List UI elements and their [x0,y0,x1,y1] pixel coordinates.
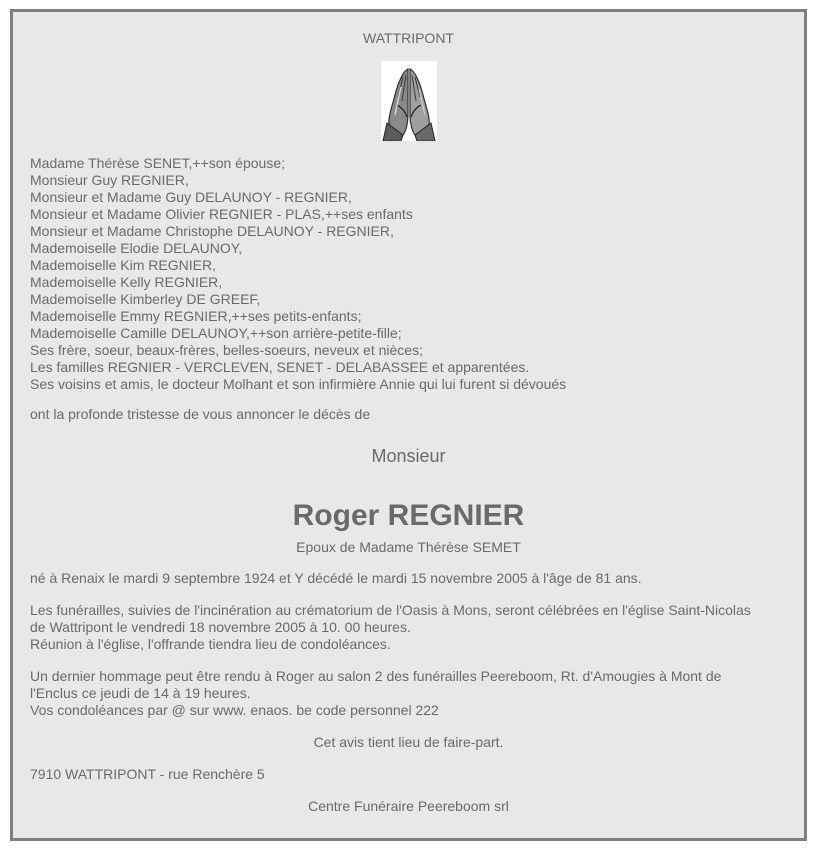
spouse-line: Epoux de Madame Thérèse SEMET [296,539,521,555]
family-line: Mademoiselle Kim REGNIER, [30,257,216,273]
notice-content [30,12,787,815]
birth-death-text: né à Renaix le mardi 9 septembre 1924 et Y décédé le mardi 15 novembre 2005 à l'âge de 81 ans. [30,570,642,586]
funeral-line: Les funérailles, suivies de l'incinération au crématorium de l'Oasis à Mons, seront célébrées en l'église Saint-Nicolas [30,602,751,618]
family-line: Madame Thérèse SENET,++son épouse; [30,155,286,171]
family-line: Mademoiselle Emmy REGNIER,++ses petits-enfants; [30,308,362,324]
homage-paragraph [30,668,787,719]
family-line: Ses voisins et amis, le docteur Molhant et son infirmière Annie qui lui furent si dévoués [30,376,567,392]
address-text: 7910 WATTRIPONT - rue Renchère 5 [30,766,265,782]
family-line: Monsieur Guy REGNIER, [30,172,189,188]
family-line: Mademoiselle Camille DELAUNOY,++son arrière-petite-fille; [30,325,402,341]
deceased-title: Monsieur [371,446,446,466]
family-line: Les familles REGNIER - VERCLEVEN, SENET - DELABASSEE et apparentées. [30,359,530,375]
homage-line: Un dernier hommage peut être rendu à Roger au salon 2 des funérailles Peereboom, Rt. d'Amougies à Mont de [30,668,722,684]
deceased-name: Roger REGNIER [292,499,525,532]
family-line: Monsieur et Madame Olivier REGNIER - PLAS,++ses enfants [30,206,413,222]
praying-hands-graphic [381,61,437,141]
funeral-line: de Wattripont le vendredi 18 novembre 2005 à 10. 00 heures. [30,619,411,635]
family-line: Ses frère, soeur, beaux-frères, belles-soeurs, neveux et nièces; [30,342,423,358]
homage-line: Vos condoléances par @ sur www. enaos. be code personnel 222 [30,702,439,718]
footer-funeral-home: Centre Funéraire Peereboom srl [308,798,509,814]
family-line: Mademoiselle Elodie DELAUNOY, [30,240,243,256]
family-list [30,155,787,393]
family-line: Mademoiselle Kimberley DE GREEF, [30,291,261,307]
homage-line: l'Enclus ce jeudi de 14 à 19 heures. [30,685,251,701]
family-line: Monsieur et Madame Christophe DELAUNOY - REGNIER, [30,223,394,239]
notice-text: Cet avis tient lieu de faire-part. [313,734,504,750]
family-line: Monsieur et Madame Guy DELAUNOY - REGNIER, [30,189,352,205]
announcement-text: ont la profonde tristesse de vous annoncer le décès de [30,406,371,422]
place-heading: WATTRIPONT [363,30,454,46]
death-notice-card [10,9,807,841]
family-line: Mademoiselle Kelly REGNIER, [30,274,223,290]
praying-hands-icon [381,61,437,141]
funeral-paragraph [30,602,787,653]
funeral-line: Réunion à l'église, l'offrande tiendra lieu de condoléances. [30,636,391,652]
